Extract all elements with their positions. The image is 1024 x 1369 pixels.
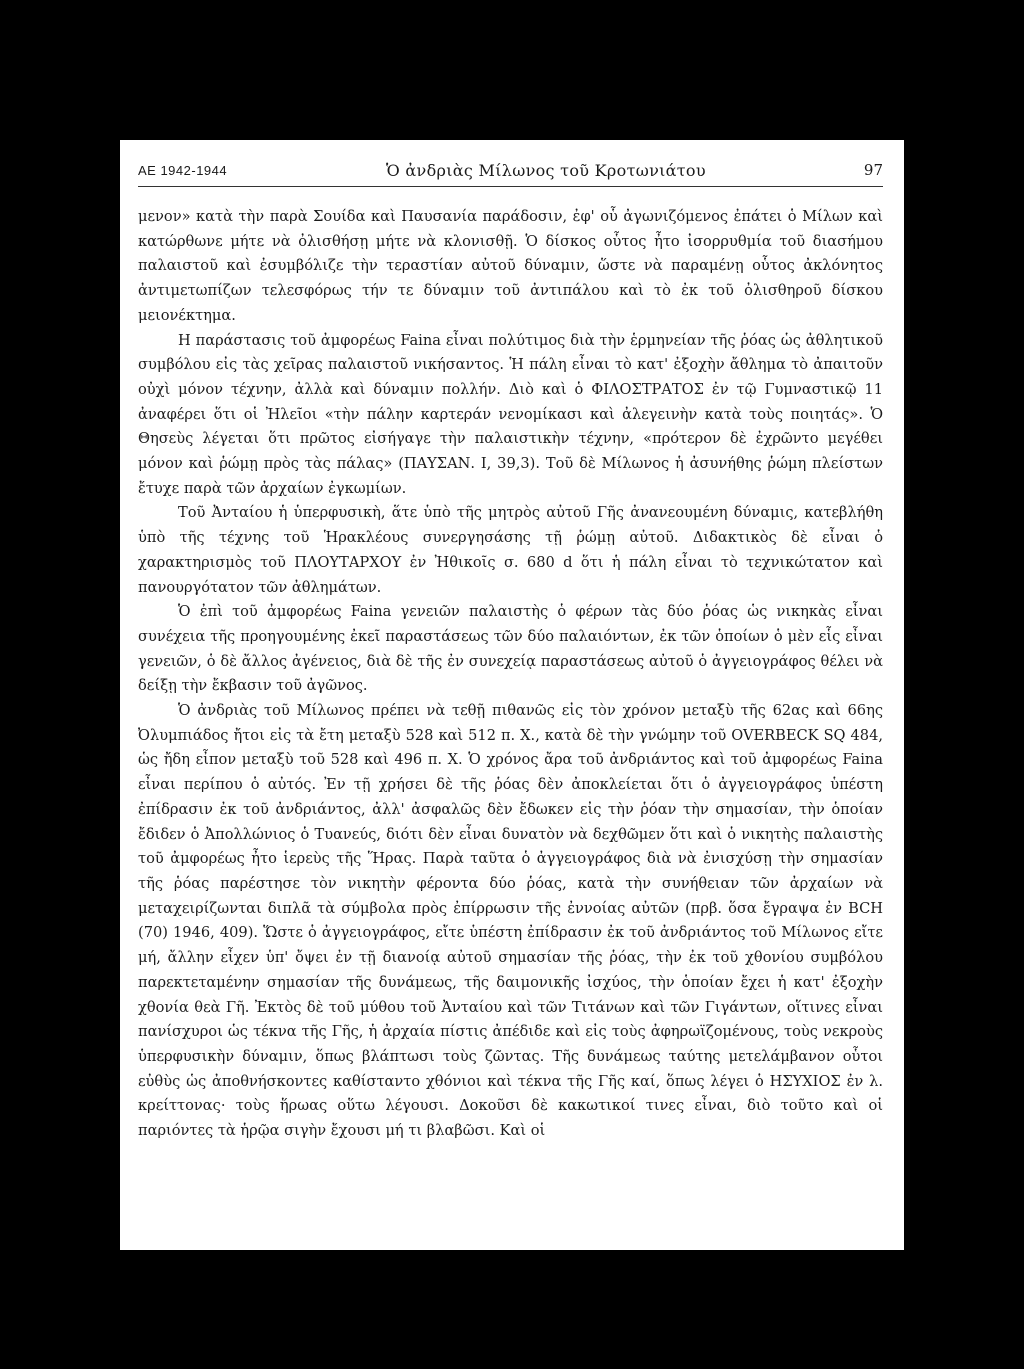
paragraph-4: Ὁ ἐπὶ τοῦ ἀμφορέως Faina γενειῶν παλαιστὴς ὁ φέρων τὰς δύο ῥόας ὡς νικηκὰς εἶναι συνέχεια τῆς προηγουμένης ἐκεῖ παραστάσεως τῶν δύο παλαιόντων, ἐκ τῶν ὁποίων ὁ μὲν εἷς εἶναι γενειῶν, ὁ δὲ ἄλλος ἀγένειος, διὰ δὲ τῆς ἐν συνεχείᾳ παραστάσεως αὐτοῦ ὁ ἀγγειογράφος θέλει νὰ δείξῃ τὴν ἔκβασιν τοῦ ἀγῶνος. <box>138 603 883 695</box>
running-title: Ὁ ἀνδριὰς Μίλωνος τοῦ Κροτωνιάτου <box>386 161 706 180</box>
journal-label: ΑΕ 1942-1944 <box>138 163 228 178</box>
paragraph-5: Ὁ ἀνδριὰς τοῦ Μίλωνος πρέπει νὰ τεθῇ πιθανῶς εἰς τὸν χρόνον μεταξὺ τῆς 62ας καὶ 66ης Ὀλυμπιάδος ἤτοι εἰς τὰ ἔτη μεταξὺ 528 καὶ 512 π. Χ., κατὰ δὲ τὴν γνώμην τοῦ OVERBECK SQ 484, ὡς ἤδη εἶπον μεταξὺ τοῦ 528 καὶ 496 π. Χ. Ὁ χρόνος ἄρα τοῦ ἀνδριάντος καὶ τοῦ ἀμφορέως Faina εἶναι περίπου ὁ αὐτός. Ἐν τῇ χρήσει δὲ τῆς ῥόας δὲν ἀποκλείεται ὅτι ὁ ἀγγειογράφος ὑπέστη ἐπίδρασιν ἐκ τοῦ ἀνδριάντος, ἀλλ' ἀσφαλῶς δὲν ἔδωκεν εἰς τὴν ῥόαν τὴν σημασίαν, τὴν ὁποίαν ἔδιδεν ὁ Ἀπολλώνιος ὁ Τυανεύς, διότι δὲν εἶναι δυνατὸν νὰ δεχθῶμεν ὅτι καὶ ὁ νικητὴς παλαιστὴς τοῦ ἀμφορέως ἦτο ἱερεὺς τῆς Ἥρας. Παρὰ ταῦτα ὁ ἀγγειογράφος διὰ νὰ ἐνισχύσῃ τὴν σημασίαν τῆς ῥόας παρέστησε τὸν νικητὴν φέροντα δύο ῥόας, κατὰ τὴν συνήθειαν τῶν ἀρχαίων νὰ μεταχειρίζωνται διπλᾶ τὰ σύμβολα πρὸς ἐπίρρωσιν τῆς ἐννοίας αὐτῶν (πρβ. ὅσα ἔγραψα ἐν BCH (70) 1946, 409). Ὥστε ὁ ἀγγειογράφος, εἴτε ὑπέστη ἐπίδρασιν ἐκ τοῦ ἀνδριάντος τοῦ Μίλωνος εἴτε μή, ἄλλην εἶχεν ὑπ' ὄψει ἐν τῇ διανοίᾳ αὐτοῦ σημασίαν τῆς ῥόας, τὴν ἐκ τοῦ χθονίου συμβόλου παρεκτεταμένην σημασίαν τῆς δυνάμεως, τῆς δαιμονικῆς ἰσχύος, τὴν ὁποίαν ἔχει ἡ κατ' ἐξοχὴν χθονία θεὰ Γῆ. Ἐκτὸς δὲ τοῦ μύθου τοῦ Ἀνταίου καὶ τῶν Τιτάνων καὶ τῶν Γιγάντων, οἵτινες εἶναι πανίσχυροι ὡς τέκνα τῆς Γῆς, ἡ ἀρχαία πίστις ἀπέδιδε καὶ εἰς τοὺς ἀφηρωϊζομένους, τοὺς νεκροὺς ὑπερφυσικὴν δύναμιν, ὅπως βλάπτωσι τοὺς ζῶντας. Τῆς δυνάμεως ταύτης μετελάμβανον οὗτοι εὐθὺς ὡς ἀποθνήσκοντες καθίσταντο χθόνιοι καὶ τέκνα τῆς Γῆς καί, ὅπως λέγει ὁ ΗΣΥΧΙΟΣ ἐν λ. κρείττονας· τοὺς ἥρωας οὕτω λέγουσι. Δοκοῦσι δὲ κακωτικοί τινες εἶναι, διὸ τοῦτο καὶ οἱ παριόντες τὰ ἡρῷα σιγὴν ἔχουσι μή τι βλαβῶσι. Καὶ οἱ <box>138 702 883 1140</box>
paragraph-1: μενον» κατὰ τὴν παρὰ Σουίδα καὶ Παυσανία παράδοσιν, ἐφ' οὗ ἀγωνιζόμενος ἐπάτει ὁ Μίλων καὶ κατώρθωνε μήτε νὰ ὀλισθήσῃ μήτε νὰ κλονισθῇ. Ὁ δίσκος οὗτος ἦτο ἰσορρυθμία τοῦ διασήμου παλαιστοῦ καὶ ἐσυμβόλιζε τὴν τεραστίαν αὐτοῦ δύναμιν, ὥστε νὰ παραμένῃ οὗτος ἀκλόνητος ἀντιμετωπίζων τελεσφόρως τήν τε δύναμιν τοῦ ἀντιπάλου καὶ τὸ ἐκ τοῦ ὀλισθηροῦ δίσκου μειονέκτημα. <box>138 208 883 324</box>
running-header <box>138 160 883 184</box>
page-number: 97 <box>863 161 883 179</box>
paragraph-3: Τοῦ Ἀνταίου ἡ ὑπερφυσικὴ, ἅτε ὑπὸ τῆς μητρὸς αὐτοῦ Γῆς ἀνανεουμένη δύναμις, κατεβλήθη ὑπὸ τῆς τέχνης τοῦ Ἡρακλέους συνεργησάσης τῇ ῥώμῃ αὐτοῦ. Διδακτικὸς δὲ εἶναι ὁ χαρακτηρισμὸς τοῦ ΠΛΟΥΤΑΡΧΟΥ ἐν Ἠθικοῖς σ. 680 d ὅτι ἡ πάλη εἶναι τὸ τεχνικώτατον καὶ πανουργότατον τῶν ἀθλημάτων. <box>138 504 883 596</box>
article-body <box>138 205 883 1144</box>
paragraph-2: Η παράστασις τοῦ ἀμφορέως Faina εἶναι πολύτιμος διὰ τὴν ἑρμηνείαν τῆς ῥόας ὡς ἀθλητικοῦ συμβόλου εἰς τὰς χεῖρας παλαιστοῦ νικήσαντος. Ἡ πάλη εἶναι τὸ κατ' ἐξοχὴν ἄθλημα τὸ ἀπαιτοῦν οὐχὶ μόνον τέχνην, ἀλλὰ καὶ δύναμιν πολλήν. Διὸ καὶ ὁ ΦΙΛΟΣΤΡΑΤΟΣ ἐν τῷ Γυμναστικῷ 11 ἀναφέρει ὅτι οἱ Ἠλεῖοι «τὴν πάλην καρτεράν νενομίκασι καὶ ἀλεγεινὴν κατὰ τοὺς ποιητάς». Ὁ Θησεὺς λέγεται ὅτι πρῶτος εἰσήγαγε τὴν παλαιστικὴν τέχνην, «πρότερον δὲ ἐχρῶντο μεγέθει μόνον καὶ ῥώμῃ πρὸς τὰς πάλας» (ΠΑΥΣΑΝ. I, 39,3). Τοῦ δὲ Μίλωνος ἡ ἀσυνήθης ῥώμη πλείστων ἔτυχε παρὰ τῶν ἀρχαίων ἐγκωμίων. <box>138 331 883 497</box>
header-rule <box>138 186 883 187</box>
